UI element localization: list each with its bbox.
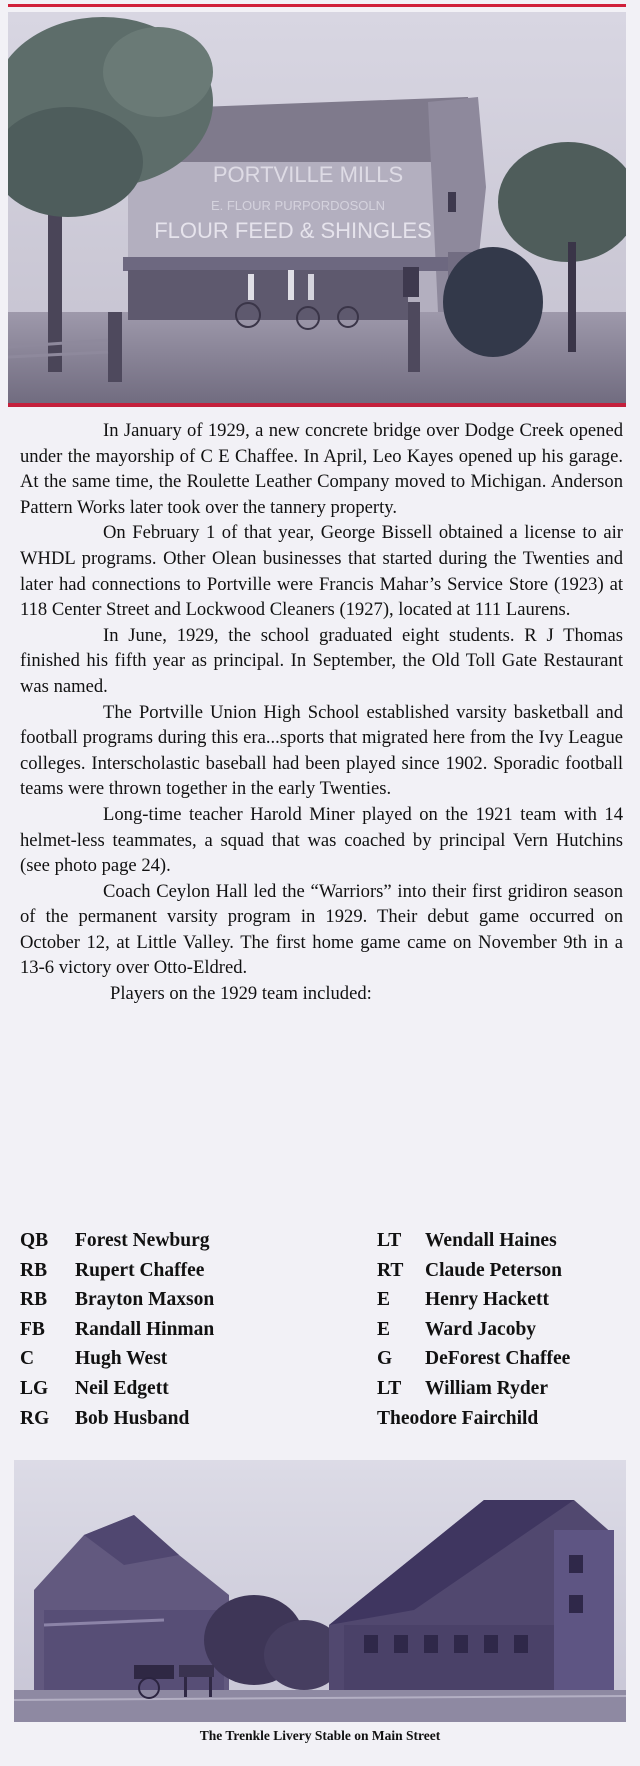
roster-row xyxy=(20,1315,350,1345)
article-body xyxy=(20,418,623,1007)
player-position: E xyxy=(377,1318,391,1340)
roster-row xyxy=(377,1315,637,1345)
roster-row xyxy=(20,1344,350,1374)
roster-row xyxy=(377,1285,637,1315)
paragraph-coach-hall: Coach Ceylon Hall led the “Warriors” into their first gridiron season of the permanent varsity program in 1929. Their debut game occurred on October 12, at Little Valley. The first home game came on November 9th in a 13-6 victory over Otto-Eldred. xyxy=(20,880,623,979)
paragraph-license: On February 1 of that year, George Bissell obtained a license to air WHDL programs. Other Olean businesses that started during the Twenties and later had connections to Portville were Francis Mahar’s Service Store (1923) at 118 Center Street and Lockwood Cleaners (1927), located at 111 Laurens. xyxy=(20,522,623,621)
player-name: Neil Edgett xyxy=(75,1377,169,1399)
player-position: E xyxy=(377,1289,391,1311)
paragraph-graduation: In June, 1929, the school graduated eight students. R J Thomas finished his fifth year as principal. In September, the Old Toll Gate Restaurant was named. xyxy=(20,624,623,697)
player-name: Brayton Maxson xyxy=(75,1289,215,1311)
roster-row xyxy=(377,1226,637,1256)
player-name: Hugh West xyxy=(75,1348,168,1370)
player-position: LT xyxy=(377,1230,402,1251)
mill-sign-line-2: E. FLOUR PURPORDOSOLN xyxy=(210,198,386,213)
roster-row xyxy=(377,1344,637,1374)
player-position: LT xyxy=(377,1377,402,1399)
player-position: C xyxy=(20,1348,35,1370)
player-name: Henry Hackett xyxy=(425,1289,550,1311)
player-name: DeForest Chaffee xyxy=(425,1348,571,1370)
top-red-rule xyxy=(8,4,626,7)
roster-row xyxy=(20,1404,350,1434)
player-name: Randall Hinman xyxy=(75,1318,215,1340)
player-name: Rupert Chaffee xyxy=(75,1259,205,1281)
player-position: RT xyxy=(377,1259,404,1281)
player-position: FB xyxy=(20,1318,45,1340)
player-name: Theodore Fairchild xyxy=(377,1407,539,1429)
mill-photograph xyxy=(8,12,626,407)
paragraph-sports-programs: The Portville Union High School established varsity basketball and football programs during this era...sports that migrated here from the Ivy League colleges. Interscholastic baseball had been played since 1902. Sporadic football teams were thrown together in the early Twenties. xyxy=(20,701,623,800)
player-name: Ward Jacoby xyxy=(425,1318,537,1340)
player-position: RB xyxy=(20,1259,48,1281)
player-position: QB xyxy=(20,1230,49,1251)
player-name: Forest Newburg xyxy=(75,1230,210,1251)
player-position: RG xyxy=(20,1407,50,1429)
paragraph-players-intro: Players on the 1929 team included: xyxy=(110,983,372,1005)
roster-row xyxy=(377,1256,637,1286)
player-name: Claude Peterson xyxy=(425,1259,563,1281)
player-name: Bob Husband xyxy=(75,1407,190,1429)
roster-row xyxy=(20,1256,350,1286)
roster-row xyxy=(20,1374,350,1404)
photo-caption: The Trenkle Livery Stable on Main Street xyxy=(199,1728,441,1743)
player-position: G xyxy=(377,1348,393,1370)
player-position: RB xyxy=(20,1289,48,1311)
roster-row xyxy=(20,1285,350,1315)
player-position: LG xyxy=(20,1377,49,1399)
player-name: Wendall Haines xyxy=(425,1230,557,1251)
mill-sign-line-1: PORTVILLE MILLS xyxy=(212,162,404,187)
roster-left-column xyxy=(20,1226,350,1433)
roster-row xyxy=(20,1226,350,1256)
roster-row xyxy=(377,1404,637,1434)
livery-stable-photograph xyxy=(14,1460,626,1722)
roster-row xyxy=(377,1374,637,1404)
roster-right-column xyxy=(377,1226,637,1433)
photo-bottom-red-rule xyxy=(8,403,626,407)
mill-sign-line-3: FLOUR FEED & SHINGLES xyxy=(154,218,432,243)
paragraph-bridge: In January of 1929, a new concrete bridge over Dodge Creek opened under the mayorship of C E Chaffee. In April, Leo Kayes opened up his garage. At the same time, the Roulette Leather Company moved to Michigan. Anderson Pattern Works later took over the tannery property. xyxy=(20,420,623,518)
paragraph-harold-miner: Long-time teacher Harold Miner played on the 1921 team with 14 helmet-less teammates, a squad that was coached by principal Vern Hutchins (see photo page 24). xyxy=(20,803,623,877)
player-name: William Ryder xyxy=(425,1377,548,1399)
